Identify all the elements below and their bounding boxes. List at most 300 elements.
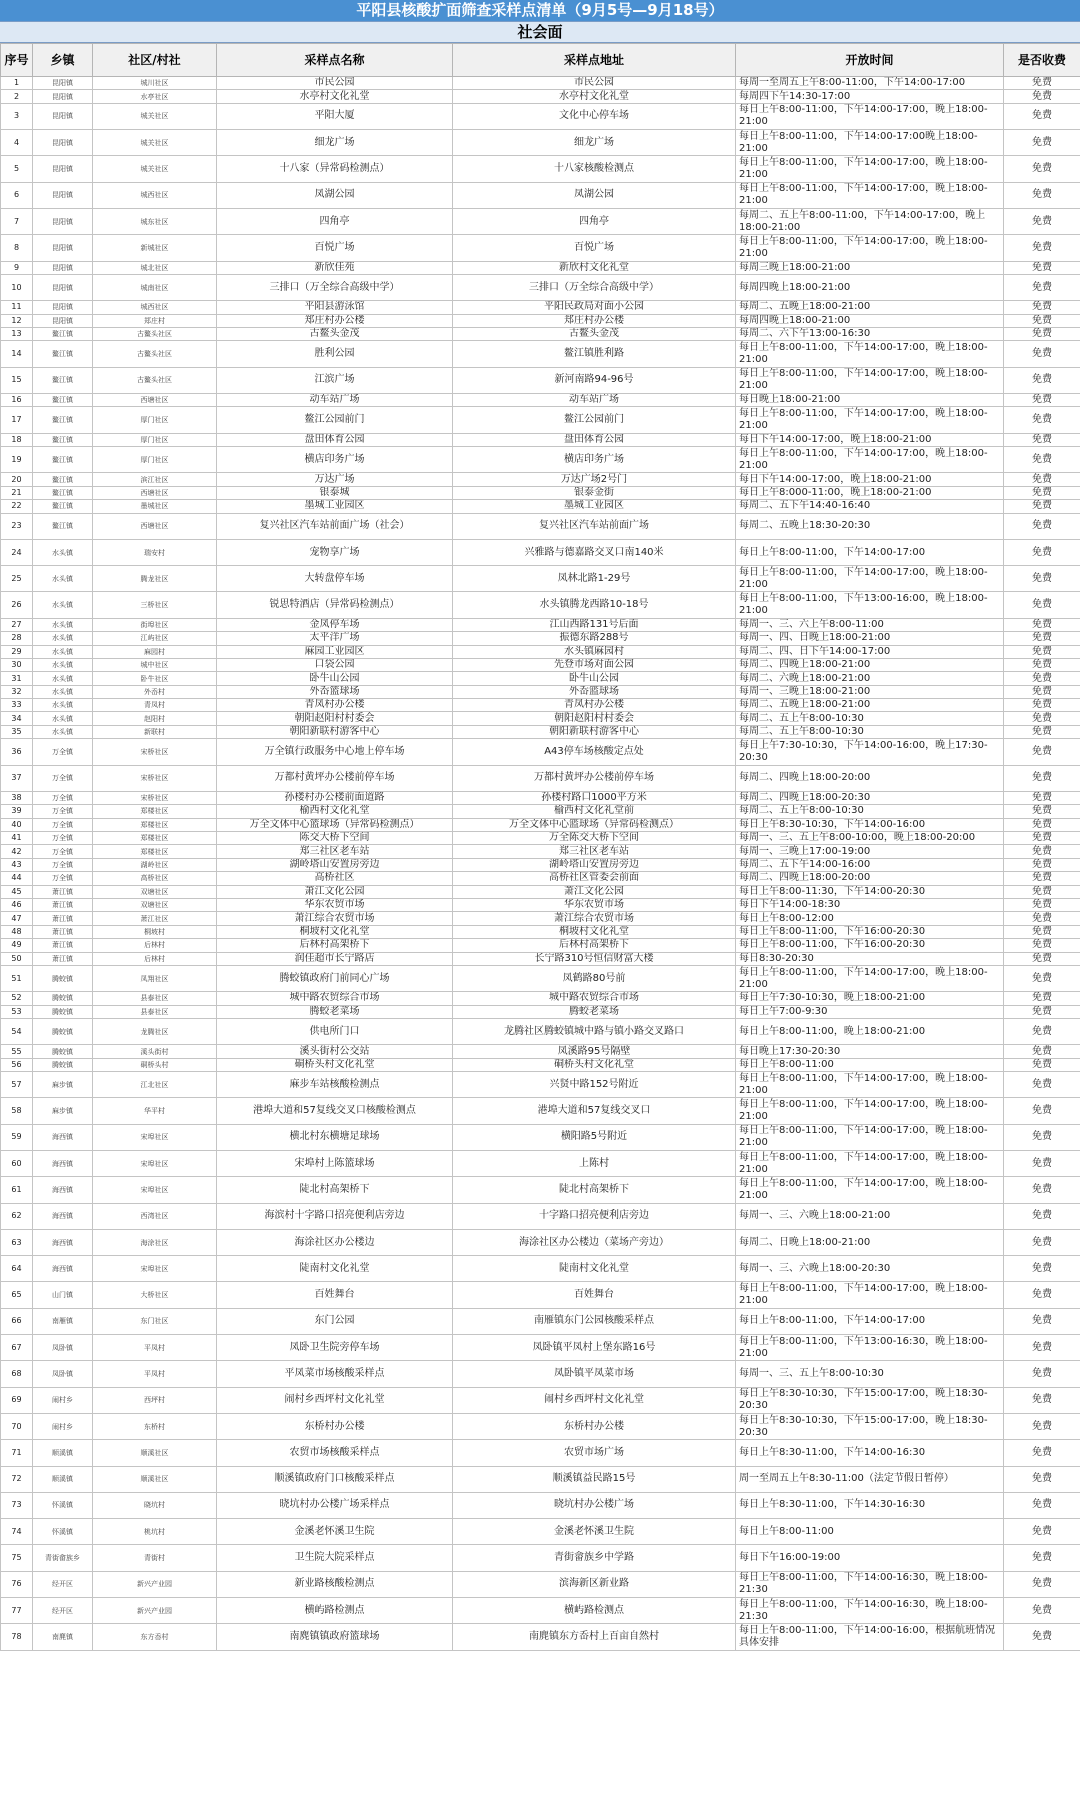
row-number: 76 [1,1571,33,1597]
row-town: 经开区 [33,1571,93,1597]
row-number: 68 [1,1361,33,1387]
row-number: 75 [1,1545,33,1571]
row-fee: 免费 [1004,952,1080,965]
row-site-name: 市民公园 [217,77,453,90]
table-row [1,712,1080,725]
row-site-address: 水亭村文化礼堂 [453,90,736,103]
row-open-time: 每日上午8:00-11:00，下午14:00-17:00，晚上18:00-21:00 [736,1098,1004,1124]
row-site-name: 横北村东横塘足球场 [217,1124,453,1150]
row-site-name: 动车站广场 [217,394,453,407]
row-town: 腾蛟镇 [33,1045,93,1058]
table-row [1,1519,1080,1545]
row-town: 闹村乡 [33,1387,93,1413]
row-number: 78 [1,1624,33,1650]
sampling-table [0,43,1080,1651]
table-row [1,858,1080,871]
row-community: 新兴产业园 [93,1571,217,1597]
row-number: 10 [1,274,33,300]
row-site-address: 百悦广场 [453,235,736,261]
row-open-time: 每日上午8:00-11:00，下午14:00-17:00，晚上18:00-21:00 [736,367,1004,393]
row-number: 31 [1,672,33,685]
row-site-address: 郑庄村办公楼 [453,314,736,327]
row-site-address: 晓坑村办公楼广场 [453,1492,736,1518]
row-number: 56 [1,1058,33,1071]
row-community: 华平村 [93,1098,217,1124]
row-town: 水头镇 [33,566,93,592]
row-site-address: 湖岭塔山安置房旁边 [453,858,736,871]
table-row [1,341,1080,367]
row-open-time: 每周一、四、日晚上18:00-21:00 [736,632,1004,645]
row-fee: 免费 [1004,1072,1080,1098]
row-number: 53 [1,1005,33,1018]
row-open-time: 每周一、三、五上午8:00-10:30 [736,1361,1004,1387]
row-site-address: 文化中心停车场 [453,103,736,129]
row-site-name: 麻步车站核酸检测点 [217,1072,453,1098]
row-site-name: 万全文体中心篮球场（异常码检测点） [217,818,453,831]
row-number: 34 [1,712,33,725]
row-site-address: 江山西路131号后面 [453,618,736,631]
row-open-time: 每周一、三晚上17:00-19:00 [736,845,1004,858]
row-fee: 免费 [1004,645,1080,658]
table-row [1,618,1080,631]
row-number: 11 [1,301,33,314]
row-town: 鳌江镇 [33,447,93,473]
row-fee: 免费 [1004,1203,1080,1229]
row-town: 南麂镇 [33,1624,93,1650]
row-community: 厚门社区 [93,407,217,433]
row-town: 顺溪镇 [33,1466,93,1492]
row-open-time: 每周一至周五上午8:00-11:00，下午14:00-17:00 [736,77,1004,90]
row-site-address: 凤卧镇平凤村上堡东路16号 [453,1335,736,1361]
table-row [1,658,1080,671]
row-site-name: 陡南村文化礼堂 [217,1256,453,1282]
row-number: 67 [1,1335,33,1361]
row-site-address: 四角亭 [453,208,736,234]
row-town: 鳌江镇 [33,367,93,393]
row-community: 桃坑村 [93,1519,217,1545]
row-community: 古鳌头社区 [93,367,217,393]
row-site-name: 胜利公园 [217,341,453,367]
row-number: 13 [1,328,33,341]
row-community: 新城社区 [93,235,217,261]
row-town: 水头镇 [33,645,93,658]
row-fee: 免费 [1004,539,1080,565]
row-site-name: 城中路农贸综合市场 [217,992,453,1005]
row-open-time: 每日上午8:00-11:00，下午16:00-20:30 [736,939,1004,952]
row-site-address: 十八家核酸检测点 [453,156,736,182]
row-community: 硐桥头村 [93,1058,217,1071]
row-community: 城关社区 [93,103,217,129]
row-town: 水头镇 [33,712,93,725]
row-number: 51 [1,965,33,991]
row-number: 24 [1,539,33,565]
row-community: 新联村 [93,725,217,738]
row-town: 萧江镇 [33,925,93,938]
row-community: 郑楼社区 [93,832,217,845]
row-town: 麻步镇 [33,1098,93,1124]
row-number: 19 [1,447,33,473]
row-fee: 免费 [1004,832,1080,845]
table-row [1,235,1080,261]
row-town: 萧江镇 [33,898,93,911]
table-row [1,1387,1080,1413]
row-number: 21 [1,486,33,499]
row-fee: 免费 [1004,672,1080,685]
row-fee: 免费 [1004,739,1080,765]
row-site-address: 南雁镇东门公园核酸采样点 [453,1308,736,1334]
row-community: 宋桥社区 [93,739,217,765]
row-site-address: 桐坡村文化礼堂 [453,925,736,938]
table-row [1,394,1080,407]
row-open-time: 每周二、五晚上18:30-20:30 [736,513,1004,539]
row-site-address: 顺溪镇益民路15号 [453,1466,736,1492]
row-number: 54 [1,1019,33,1045]
row-number: 46 [1,898,33,911]
row-number: 72 [1,1466,33,1492]
row-site-address: 高桥社区管委会前面 [453,872,736,885]
row-open-time: 每周二、四晚上18:00-20:00 [736,872,1004,885]
row-community: 城北社区 [93,261,217,274]
table-row [1,1624,1080,1650]
row-number: 49 [1,939,33,952]
row-site-name: 顺溪镇政府门口核酸采样点 [217,1466,453,1492]
row-site-address: 万全陈交大桥下空间 [453,832,736,845]
row-open-time: 每周二、五晚上18:00-21:00 [736,301,1004,314]
row-number: 22 [1,500,33,513]
row-fee: 免费 [1004,898,1080,911]
row-town: 水头镇 [33,658,93,671]
row-site-address: 细龙广场 [453,130,736,156]
row-site-address: 青凤村办公楼 [453,699,736,712]
row-site-name: 复兴社区汽车站前面广场（社会） [217,513,453,539]
row-site-address: 凤鹤路80号前 [453,965,736,991]
row-community: 墨城社区 [93,500,217,513]
row-community: 县泰社区 [93,1005,217,1018]
row-site-address: 外岙篮球场 [453,685,736,698]
row-town: 万全镇 [33,791,93,804]
row-site-address: 万全文体中心篮球场（异常码检测点） [453,818,736,831]
row-site-name: 鳌江公园前门 [217,407,453,433]
row-open-time: 每日上午8:00-11:00，下午14:00-17:00 [736,1308,1004,1334]
row-site-name: 新业路核酸检测点 [217,1571,453,1597]
row-community: 郑楼社区 [93,845,217,858]
row-site-address: 农贸市场广场 [453,1440,736,1466]
row-site-address: 陡北村高架桥下 [453,1177,736,1203]
row-number: 41 [1,832,33,845]
row-fee: 免费 [1004,500,1080,513]
row-number: 42 [1,845,33,858]
row-town: 水头镇 [33,618,93,631]
table-row [1,566,1080,592]
table-row [1,1413,1080,1439]
table-row [1,939,1080,952]
row-number: 25 [1,566,33,592]
row-site-address: 郑三社区老车站 [453,845,736,858]
row-site-address: 盘田体育公园 [453,433,736,446]
table-row [1,925,1080,938]
row-fee: 免费 [1004,90,1080,103]
row-site-address: 孙楼村路口1000平方米 [453,791,736,804]
row-site-name: 金凤停车场 [217,618,453,631]
row-fee: 免费 [1004,1598,1080,1624]
row-fee: 免费 [1004,818,1080,831]
row-site-name: 细龙广场 [217,130,453,156]
table-row [1,832,1080,845]
row-community: 萧江社区 [93,912,217,925]
row-fee: 免费 [1004,1440,1080,1466]
row-site-address: 凤林北路1-29号 [453,566,736,592]
row-site-address: 平阳民政局对面小公园 [453,301,736,314]
row-open-time: 每日上午8:30-10:30，下午14:00-16:00 [736,818,1004,831]
row-fee: 免费 [1004,447,1080,473]
row-community: 龙腾社区 [93,1019,217,1045]
row-number: 39 [1,805,33,818]
row-number: 36 [1,739,33,765]
row-open-time: 每日上午8:00-11:00，下午14:00-17:00，晚上18:00-21:00 [736,156,1004,182]
row-site-address: 南麂镇东方岙村上百亩自然村 [453,1624,736,1650]
table-row [1,1492,1080,1518]
row-community: 双塘社区 [93,898,217,911]
table-row [1,77,1080,90]
row-town: 海西镇 [33,1229,93,1255]
table-row [1,314,1080,327]
row-town: 鳌江镇 [33,328,93,341]
row-site-name: 硐桥头村文化礼堂 [217,1058,453,1071]
row-site-address: 古鳌头金茂 [453,328,736,341]
row-site-name: 陈交大桥下空间 [217,832,453,845]
row-site-address: 兴雅路与德嘉路交叉口南140米 [453,539,736,565]
row-number: 15 [1,367,33,393]
row-site-name: 万达广场 [217,473,453,486]
row-town: 万全镇 [33,818,93,831]
row-number: 61 [1,1177,33,1203]
table-row [1,699,1080,712]
row-community: 瑞安村 [93,539,217,565]
row-site-address: 复兴社区汽车站前面广场 [453,513,736,539]
header-community: 社区/村社 [93,44,217,77]
row-community: 城关社区 [93,130,217,156]
row-site-address: 百姓舞台 [453,1282,736,1308]
row-fee: 免费 [1004,433,1080,446]
row-fee: 免费 [1004,885,1080,898]
row-open-time: 每日上午7:30-10:30，晚上18:00-21:00 [736,992,1004,1005]
row-fee: 免费 [1004,77,1080,90]
row-town: 经开区 [33,1598,93,1624]
row-open-time: 每日上午8:000-11:00，晚上18:00-21:00 [736,486,1004,499]
row-town: 昆阳镇 [33,182,93,208]
row-open-time: 每日上午8:00-11:00，下午14:00-17:00，晚上18:00-21:00 [736,182,1004,208]
header-site-address: 采样点地址 [453,44,736,77]
row-number: 44 [1,872,33,885]
table-row [1,407,1080,433]
table-row [1,1545,1080,1571]
row-site-name: 平阳大厦 [217,103,453,129]
row-fee: 免费 [1004,274,1080,300]
row-site-address: 朝阳新联村游客中心 [453,725,736,738]
row-number: 5 [1,156,33,182]
row-site-name: 青凤村办公楼 [217,699,453,712]
row-number: 45 [1,885,33,898]
row-number: 1 [1,77,33,90]
row-town: 鳌江镇 [33,341,93,367]
row-town: 万全镇 [33,805,93,818]
row-community: 厚门社区 [93,447,217,473]
table-row [1,500,1080,513]
row-fee: 免费 [1004,1466,1080,1492]
row-open-time: 每日上午8:00-11:00，下午14:00-17:00，晚上18:00-21:00 [736,1124,1004,1150]
table-row [1,182,1080,208]
row-number: 32 [1,685,33,698]
row-site-name: 后林村高架桥下 [217,939,453,952]
row-open-time: 每日上午8:00-11:30，下午14:00-20:30 [736,885,1004,898]
row-community: 江北社区 [93,1072,217,1098]
row-site-address: 水头镇麻园村 [453,645,736,658]
row-open-time: 每周四晚上18:00-21:00 [736,274,1004,300]
row-open-time: 每日上午8:00-11:00，下午14:00-17:00，晚上18:00-21:00 [736,235,1004,261]
row-site-address: 青街畲族乡中学路 [453,1545,736,1571]
table-row [1,952,1080,965]
row-site-address: 卧牛山公园 [453,672,736,685]
row-town: 万全镇 [33,765,93,791]
sheet-subtitle: 社会面 [0,21,1080,43]
row-fee: 免费 [1004,1256,1080,1282]
row-fee: 免费 [1004,912,1080,925]
row-fee: 免费 [1004,1019,1080,1045]
row-town: 昆阳镇 [33,77,93,90]
row-site-name: 万全镇行政服务中心地上停车场 [217,739,453,765]
table-row [1,1098,1080,1124]
row-fee: 免费 [1004,261,1080,274]
row-site-address: 万都村黄坪办公楼前停车场 [453,765,736,791]
row-site-name: 南麂镇镇政府篮球场 [217,1624,453,1650]
row-site-address: 朝阳赵阳村村委会 [453,712,736,725]
row-site-name: 萧江文化公园 [217,885,453,898]
row-fee: 免费 [1004,791,1080,804]
table-row [1,1440,1080,1466]
row-town: 海西镇 [33,1124,93,1150]
row-fee: 免费 [1004,925,1080,938]
row-community: 古鳌头社区 [93,328,217,341]
row-town: 萧江镇 [33,885,93,898]
row-town: 水头镇 [33,592,93,618]
row-community: 宋埠社区 [93,1256,217,1282]
row-site-name: 金溪老怀溪卫生院 [217,1519,453,1545]
header-row [1,44,1080,77]
row-fee: 免费 [1004,1335,1080,1361]
row-site-name: 平阳县游泳馆 [217,301,453,314]
table-row [1,805,1080,818]
table-row [1,1229,1080,1255]
row-number: 55 [1,1045,33,1058]
row-site-name: 孙楼村办公楼前面道路 [217,791,453,804]
row-site-address: 万达广场2号门 [453,473,736,486]
row-number: 59 [1,1124,33,1150]
row-town: 水头镇 [33,725,93,738]
row-site-name: 外岙篮球场 [217,685,453,698]
row-site-name: 麻园工业园区 [217,645,453,658]
row-open-time: 每日8:30-20:30 [736,952,1004,965]
row-fee: 免费 [1004,1177,1080,1203]
table-row [1,672,1080,685]
row-open-time: 每日上午8:00-11:00，下午14:00-17:00，晚上18:00-21:00 [736,1282,1004,1308]
sheet-title: 平阳县核酸扩面筛查采样点清单（9月5号—9月18号） [0,0,1080,21]
row-fee: 免费 [1004,328,1080,341]
row-number: 38 [1,791,33,804]
row-open-time: 每周二、四晚上18:00-20:30 [736,791,1004,804]
row-site-address: 后林村高架桥下 [453,939,736,952]
row-site-name: 华东农贸市场 [217,898,453,911]
row-community: 水亭社区 [93,90,217,103]
row-open-time: 每周二、五上午8:00-10:30 [736,712,1004,725]
row-site-address: 长宁路310号恒信财富大楼 [453,952,736,965]
row-site-address: 墨城工业园区 [453,500,736,513]
table-row [1,1282,1080,1308]
table-row [1,486,1080,499]
row-community: 东桥村 [93,1413,217,1439]
table-row [1,103,1080,129]
row-open-time: 每周二、五上午8:00-10:30 [736,725,1004,738]
row-site-name: 腾蛟老菜场 [217,1005,453,1018]
row-number: 57 [1,1072,33,1098]
row-number: 77 [1,1598,33,1624]
row-open-time: 每日下午14:00-17:00，晚上18:00-21:00 [736,433,1004,446]
row-open-time: 周一至周五上午8:30-11:00（法定节假日暂停） [736,1466,1004,1492]
row-town: 怀溪镇 [33,1519,93,1545]
row-town: 万全镇 [33,845,93,858]
row-fee: 免费 [1004,658,1080,671]
row-community: 平凤村 [93,1335,217,1361]
row-community: 城关社区 [93,156,217,182]
row-town: 万全镇 [33,858,93,871]
row-site-name: 陡北村高架桥下 [217,1177,453,1203]
row-town: 萧江镇 [33,912,93,925]
row-number: 17 [1,407,33,433]
row-site-name: 银泰城 [217,486,453,499]
row-town: 鳌江镇 [33,473,93,486]
row-open-time: 每周二、四晚上18:00-21:00 [736,658,1004,671]
row-fee: 免费 [1004,1282,1080,1308]
table-row [1,90,1080,103]
row-open-time: 每日上午8:00-12:00 [736,912,1004,925]
header-fee: 是否收费 [1004,44,1080,77]
row-town: 万全镇 [33,872,93,885]
row-community: 西塘社区 [93,513,217,539]
row-open-time: 每周三晚上18:00-21:00 [736,261,1004,274]
table-row [1,1335,1080,1361]
row-fee: 免费 [1004,805,1080,818]
row-open-time: 每周二、六晚上18:00-21:00 [736,672,1004,685]
row-open-time: 每日上午8:00-11:00，下午16:00-20:30 [736,925,1004,938]
row-community: 西坪村 [93,1387,217,1413]
row-fee: 免费 [1004,1624,1080,1650]
row-town: 水头镇 [33,632,93,645]
row-community: 湖岭社区 [93,858,217,871]
row-open-time: 每日晚上18:00-21:00 [736,394,1004,407]
row-number: 12 [1,314,33,327]
row-number: 14 [1,341,33,367]
row-number: 8 [1,235,33,261]
row-fee: 免费 [1004,394,1080,407]
row-site-address: 城中路农贸综合市场 [453,992,736,1005]
row-town: 鳌江镇 [33,394,93,407]
row-open-time: 每周一、三、五上午8:00-10:00，晚上18:00-20:00 [736,832,1004,845]
row-fee: 免费 [1004,685,1080,698]
row-site-address: 银泰金街 [453,486,736,499]
row-site-address: 横屿路检测点 [453,1598,736,1624]
table-row [1,872,1080,885]
row-town: 海西镇 [33,1203,93,1229]
row-open-time: 每日下午14:00-18:30 [736,898,1004,911]
